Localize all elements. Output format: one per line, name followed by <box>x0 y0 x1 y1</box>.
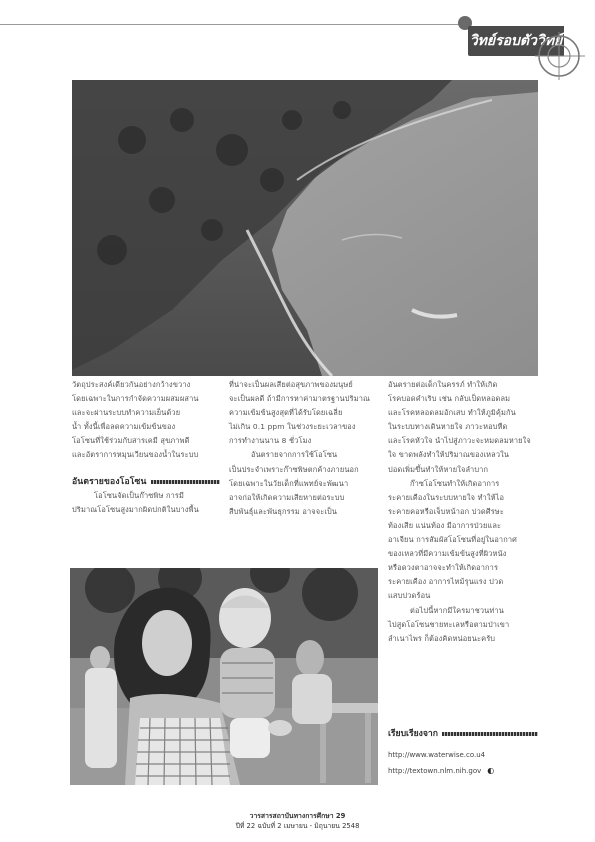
text-column-2 <box>229 378 377 519</box>
footer-issue: ปีที่ 22 ฉบับที่ 2 เมษายน - มิถุนายน 2548 <box>235 822 360 830</box>
text-line: ท้องเสีย แน่นท้อง มีอาการป่วยและ <box>388 520 502 530</box>
end-mark-icon: ◐ <box>487 766 495 775</box>
section-heading: อันตรายของโอโซน <box>72 475 220 489</box>
text-column-1 <box>72 378 220 517</box>
text-line: วัตถุประสงค์เดียวกันอย่างกว้างขวาง <box>72 380 191 389</box>
text-line: สืบพันธุ์และพันธุกรรม อาจจะเป็น <box>229 506 338 516</box>
beach-aerial-photo <box>72 80 538 376</box>
text-line: อาเจียน การสัมผัสโอโซนที่อยู่ในอากาศ <box>388 535 517 545</box>
text-line: แสบปวดร้อน <box>388 591 431 601</box>
text-line: อาจก่อให้เกิดความเสียหายต่อระบบ <box>229 492 345 502</box>
text-line: ในระบบทางเดินหายใจ ภาวะหอบหืด <box>388 422 508 432</box>
text-line: และจะผ่านระบบทำความเย็นด้วย <box>72 408 181 418</box>
text-line: และอัตราการหมุนเวียนของน้ำในระบบ <box>72 450 199 460</box>
text-line: ปริมาณโอโซนสูงมากผิดปกติในบางพื้น <box>72 504 199 514</box>
text-line: และโรคหลอดลมอักเสบ ทำให้ภูมิคุ้มกัน <box>388 408 516 418</box>
text-line: โอโซนจัดเป็นก๊าซพิษ การมี <box>94 490 185 500</box>
text-line: ระคายคอหรือเจ็บหน้าอก ปวดศีรษะ <box>388 506 504 516</box>
text-line: ใจ ขาดพลังทำให้ปริมาณของเหลวใน <box>388 450 510 460</box>
text-line: ความเข้มข้นสูงสุดที่ได้รับโดยเฉลี่ย <box>229 408 343 418</box>
text-line: อันตรายต่อเด็กในครรภ์ ทำให้เกิด <box>388 380 498 389</box>
text-line: น้ำ ทั้งนี้เพื่อลดความเข้มข้นของ <box>72 422 176 432</box>
text-line: โอโซนที่ใช้ร่วมกับสารเคมี สุขภาพดี <box>72 436 190 446</box>
text-line: การทำงานนาน 8 ชั่วโมง <box>229 436 312 446</box>
heading-bar <box>442 732 538 736</box>
text-line: ปอดเพิ่มขึ้นทำให้หายใจลำบาก <box>388 464 489 474</box>
references-heading: เรียบเรียงจาก <box>388 727 538 741</box>
text-line: และโรคหัวใจ นำไปสู่ภาวะจะหมดลมหายใจ <box>388 436 531 446</box>
reference-link[interactable]: http://textown.nlm.nih.gov <box>388 767 482 775</box>
references <box>388 727 538 779</box>
mother-child-photo <box>70 568 378 785</box>
text-line: ลำเนาไพร ก็ต้องคิดหน่อยนะครับ <box>388 633 496 643</box>
text-line: โดยเฉพาะในการกำจัดความผสมผสาน <box>72 394 199 404</box>
header-rule <box>0 24 470 25</box>
heading-bar <box>151 480 220 484</box>
text-line: ของเหลวที่มีความเข้มข้นสูงที่ผิวหนัง <box>388 549 507 559</box>
text-line: ระคายเคือง อาการไหม้รุนแรง ปวด <box>388 577 504 587</box>
reference-link[interactable]: http://www.waterwise.co.u4 <box>388 751 486 759</box>
footer-journal-title: วารสารสถาบันทางการศึกษา 29 <box>249 812 346 820</box>
text-line: เป็นประจำเพราะก๊าซพิษตกค้างภายนอก <box>229 464 359 474</box>
text-line: ไปสูดโอโซนชายทะเลหรือตามป่าเขา <box>388 619 510 629</box>
text-line: ที่น่าจะเป็นผลเสียต่อสุขภาพของมนุษย์ <box>229 380 353 389</box>
text-line: หรือดวงตาอาจจะทำให้เกิดอาการ <box>388 563 499 573</box>
text-line: โดยเฉพาะในวัยเด็กที่แพทย์จะพัฒนา <box>229 478 349 488</box>
target-logo-icon <box>535 32 585 80</box>
text-line: ระคายเคืองในระบบหายใจ ทำให้ไอ <box>388 492 505 502</box>
section-title: วิทย์รอบตัววิทย์ <box>468 26 564 56</box>
reference-link-row <box>388 763 538 779</box>
text-line: ต่อไปนี้หากมีใครมาชวนท่าน <box>410 605 504 615</box>
text-column-3 <box>388 378 538 646</box>
text-line: ไม่เกิน 0.1 ppm ในช่วงระยะเวลาของ <box>229 422 356 432</box>
text-line: โรคบอดคำเริบ เช่น กลับเป็ดหลอดลม <box>388 394 511 404</box>
page-footer <box>0 811 595 831</box>
text-line: อันตรายจากการใช้โอโซน <box>251 450 338 460</box>
text-line: ก๊าซโอโซนทำให้เกิดอาการ <box>410 478 500 488</box>
text-line: จะเป็นผลดี ถ้ามีการหาค่ามาตรฐานปริมาณ <box>229 394 371 404</box>
